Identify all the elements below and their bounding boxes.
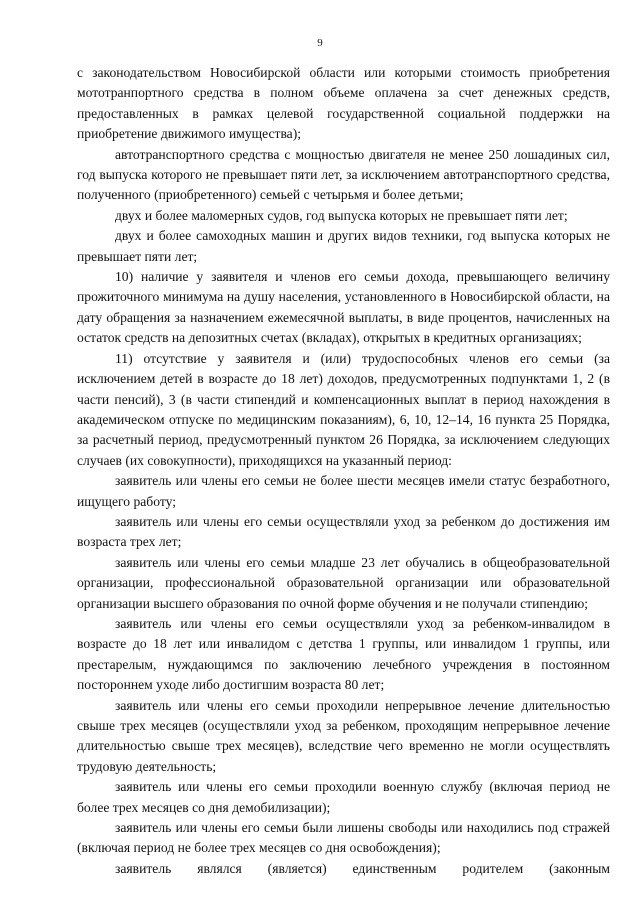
page-number: 9 bbox=[317, 37, 323, 49]
document-body bbox=[77, 63, 610, 879]
paragraph-vehicle-250hp: автотранспортного средства с мощностью двигателя не менее 250 лошадиных сил, год выпуска которого не превышает пяти лет, за исключением автотранспортного средства, полученного (приобретенного) семьей с четырьмя и более детьми; bbox=[77, 146, 610, 203]
paragraph-disabled-care: заявитель или члены его семьи осуществляли уход за ребенком-инвалидом в возрасте до 18 лет или инвалидом с детства 1 группы, или инвалидом 1 группы, или престарелым, нуждающимся по заключению лечебного учреждения в постоянном постороннем уходе либо достигшим возраста 80 лет; bbox=[77, 615, 610, 693]
paragraph-item-10: 10) наличие у заявителя и членов его семьи дохода, превышающего величину прожиточного минимума на душу населения, установленного в Новосибирской области, на дату обращения за назначением ежемесячной выплаты, в виде процентов, начисленных на остаток средств на депозитных счетах (вкладах), открытых в кредитных организациях; bbox=[77, 269, 610, 346]
paragraph-long-treatment: заявитель или члены его семьи проходили непрерывное лечение длительностью свыше трех месяцев (осуществляли уход за ребенком, проходящим непрерывное лечение длительностью свыше трех месяцев), вследствие чего временно не могли осуществлять трудовую деятельность; bbox=[77, 697, 610, 774]
paragraph-childcare: заявитель или члены его семьи осуществляли уход за ребенком до достижения им возраста трех лет; bbox=[77, 513, 610, 550]
paragraph-unemployed: заявитель или члены его семьи не более шести месяцев имели статус безработного, ищущего работу; bbox=[77, 473, 610, 509]
paragraph-continuation: с законодательством Новосибирской области или которыми стоимость приобретения мототранпортного средства в полном объеме оплачена за счет денежных средств, предоставленных в рамках целевой государственной социальной поддержки на приобретение движимого имущества); bbox=[77, 65, 610, 142]
paragraph-students: заявитель или члены его семьи младше 23 лет обучались в общеобразовательной организации, профессиональной образовательной организации или образовательной организации высшего образования по очной форме обучения и не получали стипендию; bbox=[77, 554, 610, 611]
paragraph-small-vessels: двух и более маломерных судов, год выпуска которых не превышает пяти лет; bbox=[115, 207, 568, 223]
paragraph-self-propelled-machines: двух и более самоходных машин и других видов техники, год выпуска которых не превышает пяти лет; bbox=[77, 228, 610, 264]
paragraph-single-parent: заявитель являлся (является) единственным родителем (законным bbox=[115, 860, 610, 876]
paragraph-imprisonment: заявитель или члены его семьи были лишены свободы или находились под стражей (включая период не более трех месяцев со дня освобождения); bbox=[77, 820, 610, 856]
paragraph-military-service: заявитель или члены его семьи проходили военную службу (включая период не более трех месяцев со дня демобилизации); bbox=[77, 779, 610, 815]
paragraph-item-11: 11) отсутствие у заявителя и (или) трудоспособных членов его семьи (за исключением детей в возрасте до 18 лет) доходов, предусмотренных подпунктами 1, 2 (в части пенсий), 3 (в части стипендий и компенсационных выплат в период нахождения в академическом отпуске по медицинским показаниям), 6, 10, 12–14, 16 пункта 25 Порядка, за расчетный период, предусмотренный пунктом 26 Порядка, за исключением следующих случаев (их совокупности), приходящихся на указанный период: bbox=[77, 350, 610, 468]
